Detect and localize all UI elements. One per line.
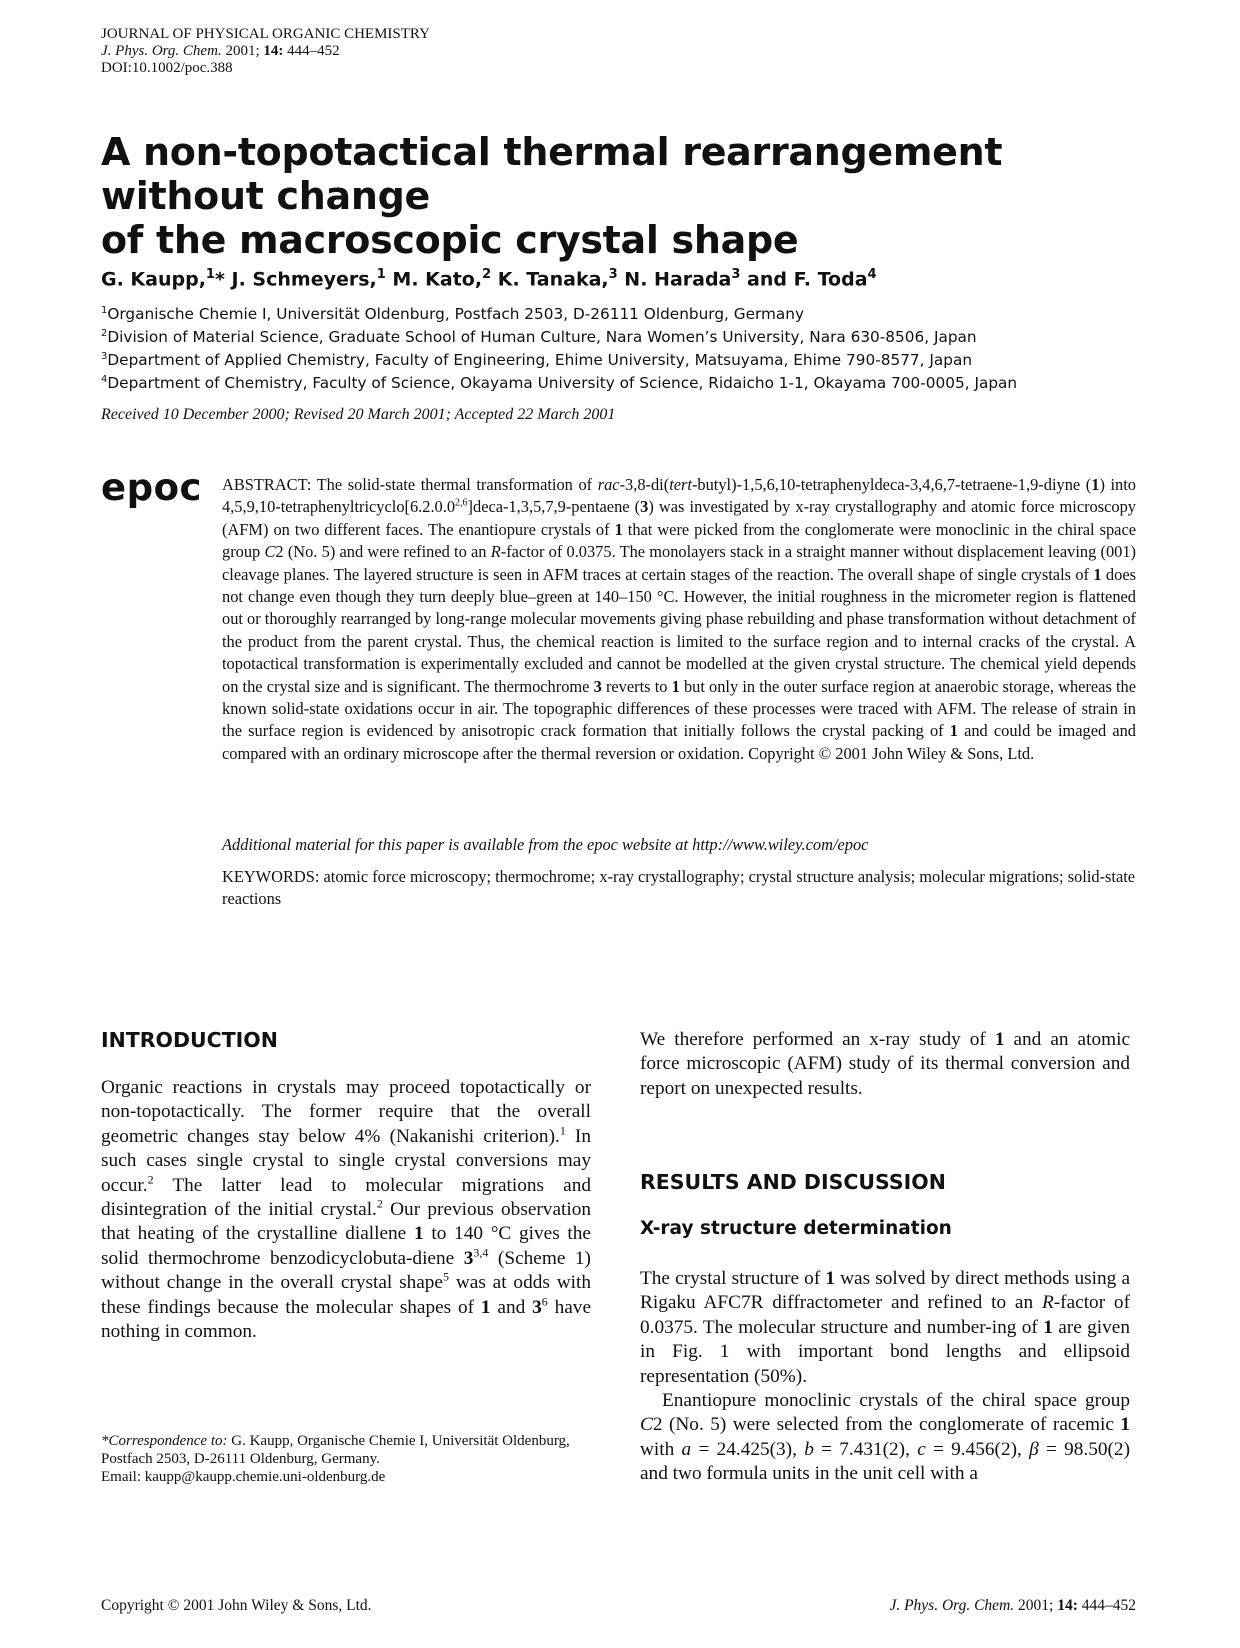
footer-copyright: Copyright © 2001 John Wiley & Sons, Ltd. bbox=[101, 1597, 372, 1614]
xray-subheading: X-ray structure determination bbox=[640, 1218, 952, 1239]
introduction-heading: INTRODUCTION bbox=[101, 1028, 278, 1052]
journal-name: JOURNAL OF PHYSICAL ORGANIC CHEMISTRY bbox=[101, 26, 430, 42]
keywords: KEYWORDS: atomic force microscopy; thermochrome; x-ray crystallography; crystal structure analysis; molecular migrations; solid-state reactions bbox=[222, 867, 1136, 909]
epoc-logo: epoc bbox=[101, 466, 202, 509]
footer-citation: J. Phys. Org. Chem. 2001; 14: 444–452 bbox=[889, 1597, 1136, 1614]
xray-text: The crystal structure of 1 was solved by direct methods using a Rigaku AFC7R diffractometer and refined to an R-factor of 0.0375. The molecular structure and number-ing of 1 are given in Fig. 1 with important bond lengths and ellipsoid representation (50%). Enantiopure monoclinic crystals of the chiral space group C2 (No. 5) were selected from the conglomerate of racemic 1 with a = 24.425(3), b = 7.431(2), c = 9.456(2), β = 98.50(2) and two formula units in the unit cell with a bbox=[640, 1268, 1130, 1485]
affiliation: $^4$Department of Chemistry, Faculty of Science, Okayama University of Science, Ridaicho 1-1, Okayama 700-0005, Japan bbox=[101, 374, 1018, 393]
doi: DOI:10.1002/poc.388 bbox=[101, 60, 233, 76]
abstract: ABSTRACT: The solid-state thermal transformation of rac-3,8-di(tert-butyl)-1,5,6,10-tetraphenyldeca-3,4,6,7-tetraene-1,9-diyne (1) into 4,5,9,10-tetraphenyltricyclo[6.2.0.0$^{2,6}$]deca-1,3,5,7,9-pentaene (3) was investigated by x-ray crystallography and atomic force microscopy (AFM) on two different faces. The enantiopure crystals of 1 that were picked from the conglomerate were monoclinic in the chiral space group C2 (No. 5) and were refined to an R-factor of 0.0375. The monolayers stack in a straight manner without displacement leaving (001) cleavage planes. The layered structure is seen in AFM traces at certain stages of the reaction. The overall shape of single crystals of 1 does not change even though they turn deeply blue–green at 140–150 °C. However, the initial roughness in the micrometer region is flattened out or thoroughly rearranged by long-range molecular movements giving phase rebuilding and phase transformation without detachment of the product from the parent crystal. Thus, the chemical reaction is limited to the surface region and to internal cracks of the crystal. A topotactical transformation is experimentally excluded and cannot be modelled at the given crystal structure. The chemical yield depends on the crystal size and is significant. The thermochrome 3 reverts to 1 but only in the outer surface region at anaerobic storage, whereas the known solid-state oxidations occur in air. The topographic differences of these processes were traced with AFM. The release of strain in the surface region is evidenced by anisotropic crack formation that initially follows the crystal packing of 1 and could be imaged and compared with an ordinary microscope after the thermal reversion or oxidation. Copyright © 2001 John Wiley & Sons, Ltd. bbox=[222, 475, 1137, 763]
affiliation: $^1$Organische Chemie I, Universität Oldenburg, Postfach 2503, D-26111 Oldenburg, Germany bbox=[101, 305, 805, 324]
affiliation: $^2$Division of Material Science, Graduate School of Human Culture, Nara Women’s University, Nara 630-8506, Japan bbox=[101, 328, 977, 347]
introduction-text: Organic reactions in crystals may proceed topotactically or non-topotactically. The former require that the overall geometric changes stay below 4% (Nakanishi criterion).$^1$ In such cases single crystal to single crystal conversions may occur.$^2$ The latter lead to molecular migrations and disintegration of the initial crystal.$^2$ Our previous observation that heating of the crystalline diallene 1 to 140 °C gives the solid thermochrome benzodicyclobuta-diene 3$^{3,4}$ (Scheme 1) without change in the overall crystal shape$^5$ was at odds with these findings because the molecular shapes of 1 and $3^6$ have nothing in common. bbox=[101, 1077, 592, 1343]
results-heading: RESULTS AND DISCUSSION bbox=[640, 1170, 946, 1194]
correspondence-email: Email: kaupp@kaupp.chemie.uni-oldenburg.de bbox=[101, 1469, 386, 1485]
intro-continuation: We therefore performed an x-ray study of 1 and an atomic force microscopic (AFM) study of its thermal conversion and report on unexpected results. bbox=[640, 1029, 1130, 1099]
journal-header bbox=[101, 26, 430, 77]
affiliations bbox=[101, 301, 1017, 393]
author-list: G. Kaupp,$^1$* J. Schmeyers,$^1$ M. Kato,$^2$ K. Tanaka,$^3$ N. Harada$^3$ and F. Toda$^4$ bbox=[101, 267, 877, 291]
paper-title: A non-topotactical thermal rearrangement without change of the macroscopic crystal shape bbox=[101, 130, 1003, 262]
correspondence-footnote: *Correspondence to: G. Kaupp, Organische Chemie I, Universität Oldenburg, Postfach 2503, D-26111 Oldenburg, Germany. Email: kaupp@kaupp.chemie.uni-oldenburg.de bbox=[101, 1432, 591, 1486]
received-dates: Received 10 December 2000; Revised 20 March 2001; Accepted 22 March 2001 bbox=[101, 406, 616, 423]
affiliation: $^3$Department of Applied Chemistry, Faculty of Engineering, Ehime University, Matsuyama, Ehime 790-8577, Japan bbox=[101, 351, 973, 370]
additional-material-note: Additional material for this paper is available from the epoc website at http://www.wiley.com/epoc bbox=[222, 835, 869, 854]
journal-citation: J. Phys. Org. Chem. 2001; 14: 444–452 bbox=[101, 43, 340, 59]
